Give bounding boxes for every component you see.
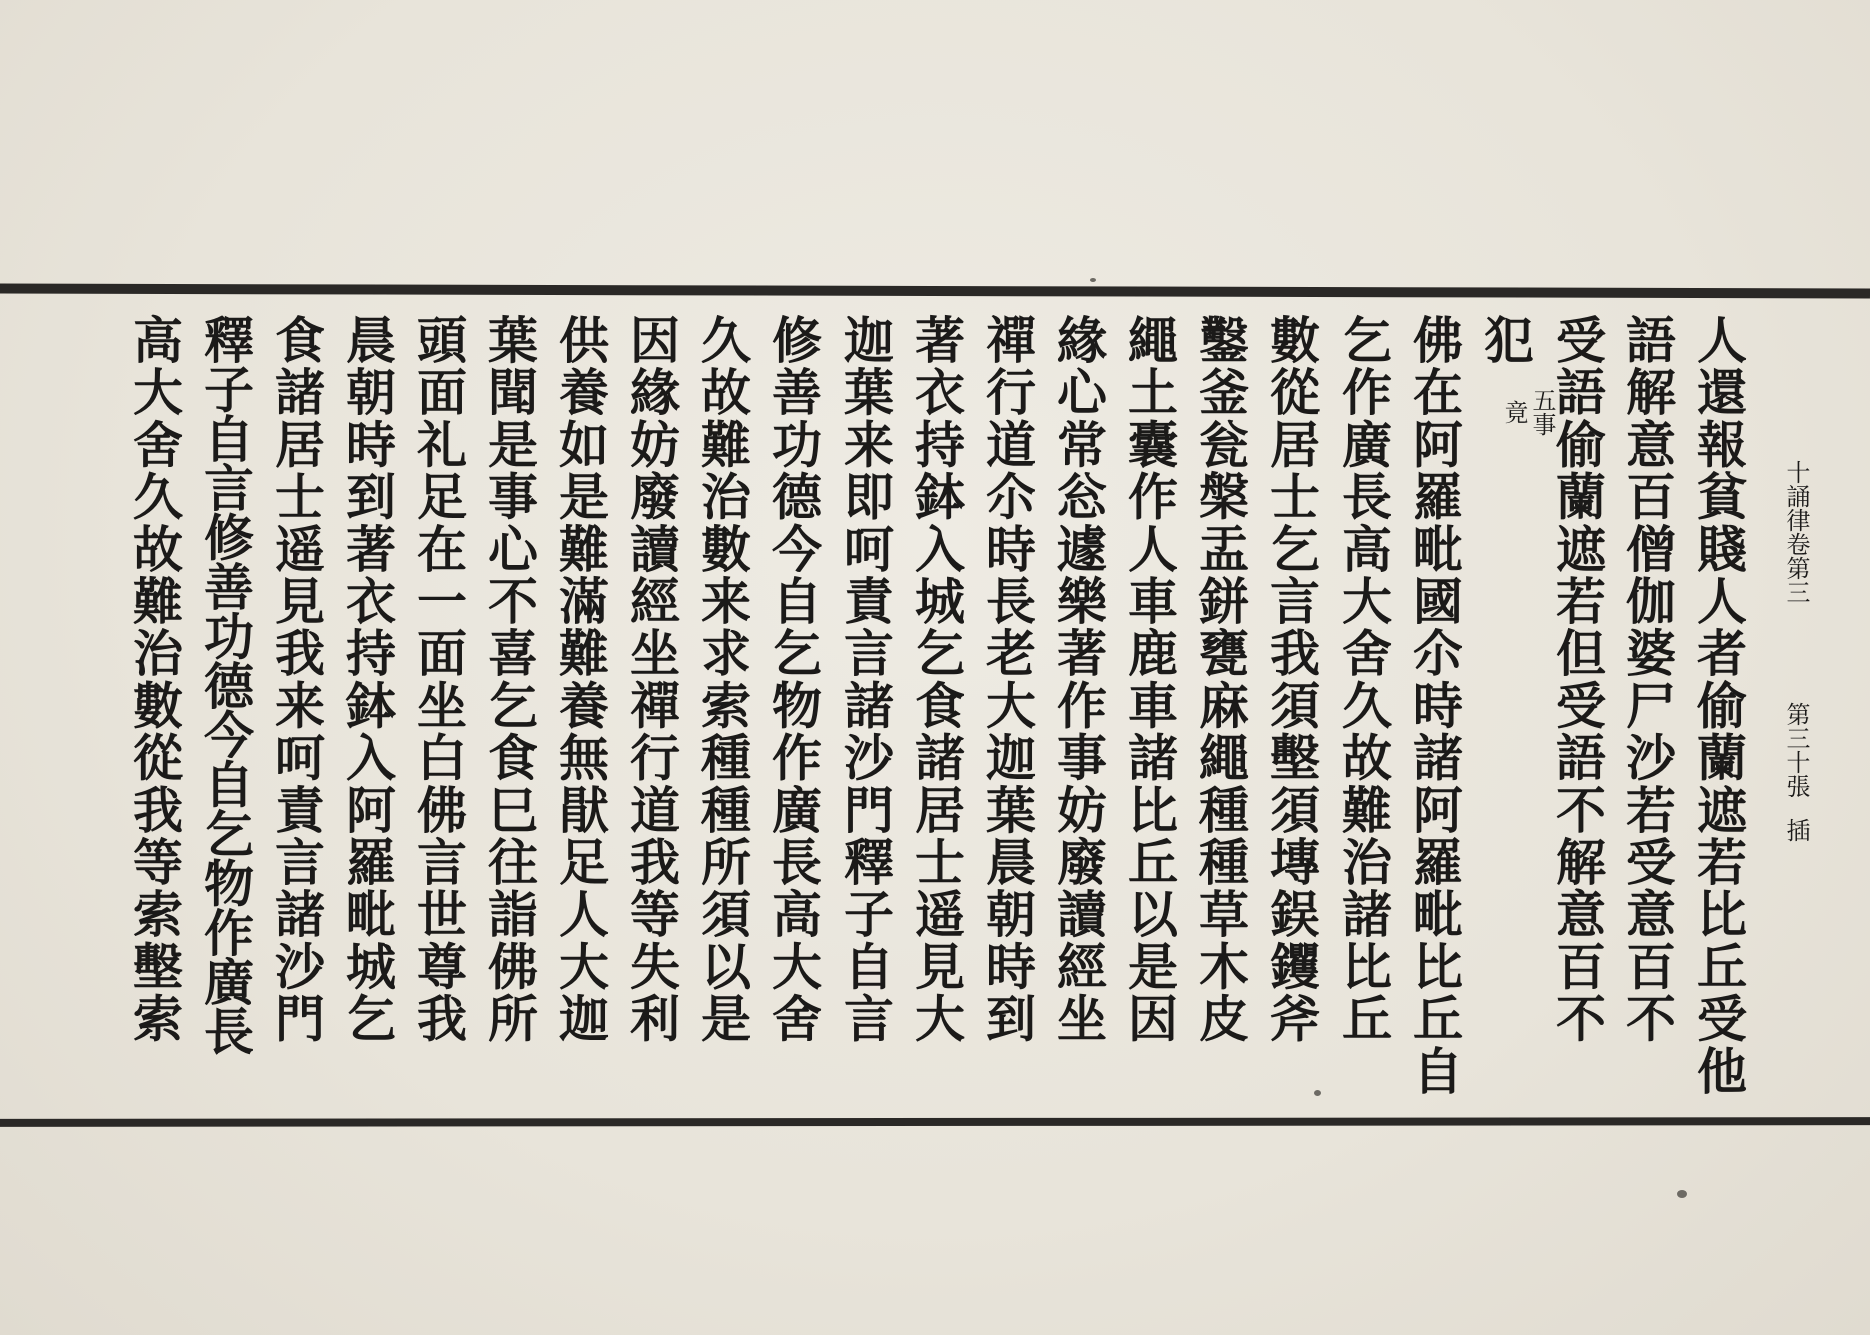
text-column-18: 葉聞是事心不喜乞食巳往詣佛所 [480,314,539,1045]
text-column-19: 頭面礼足在一面坐白佛言世尊我 [409,314,468,1045]
margin-mark: 插 [1782,818,1810,842]
text-column-12: 著衣持鉢入城乞食諸居士遥見大 [907,314,966,1045]
text-column-9: 繩土囊作人車鹿車諸比丘以是因 [1120,314,1179,1045]
paper-speck [1314,1090,1321,1096]
text-column-4: 犯 [1476,314,1535,367]
text-column-10: 緣心常忩遽樂著作事妨廢讀經坐 [1049,314,1108,1045]
text-column-7: 數從居士乞言我須墼須塼鋘钁斧 [1262,314,1321,1045]
text-column-5: 佛在阿羅毗國尒時諸阿羅毗比丘自 [1405,314,1464,1097]
text-column-22: 釋子自言修善功德今自乞物作廣長 [196,314,255,1056]
text-column-6: 乞作廣長高大舍久故難治諸比丘 [1334,314,1393,1045]
text-column-16: 因緣妨廢讀經坐禪行道我等失利 [622,314,681,1045]
text-column-15: 久故難治數来求索種種所須以是 [693,314,752,1045]
paper-speck [1090,278,1096,282]
text-column-14: 修善功德今自乞物作廣長高大舍 [764,314,823,1045]
text-column-3: 受語偷蘭遮若但受語不解意百不 [1548,314,1607,1045]
text-column-2: 語解意百僧伽婆尸沙若受意百不 [1618,314,1677,1045]
margin-page-number: 第三十張 [1782,702,1810,798]
text-column-21: 食諸居士遥見我来呵責言諸沙門 [267,314,326,1045]
end-note-2: 竟 [1500,400,1528,424]
text-column-11: 禪行道尒時長老大迦葉晨朝時到 [978,314,1037,1045]
text-column-20: 晨朝時到著衣持鉢入阿羅毗城乞 [338,314,397,1045]
top-border-line [0,284,1870,299]
text-column-23: 高大舍久故難治數從我等索墼索 [125,314,184,1045]
text-column-13: 迦葉来即呵責言諸沙門釋子自言 [836,314,895,1045]
text-column-1: 人還報貧賤人者偷蘭遮若比丘受他 [1689,314,1748,1097]
text-column-8: 鑿釜瓮槃盂鉼甕麻繩種種草木皮 [1191,314,1250,1045]
end-note-1: 五事 [1528,388,1556,436]
bottom-border-line [0,1117,1870,1127]
margin-title: 十誦律卷第三 [1782,460,1810,604]
text-column-17: 供養如是難滿難養無猒足人大迦 [551,314,610,1045]
paper-speck [1677,1190,1687,1198]
